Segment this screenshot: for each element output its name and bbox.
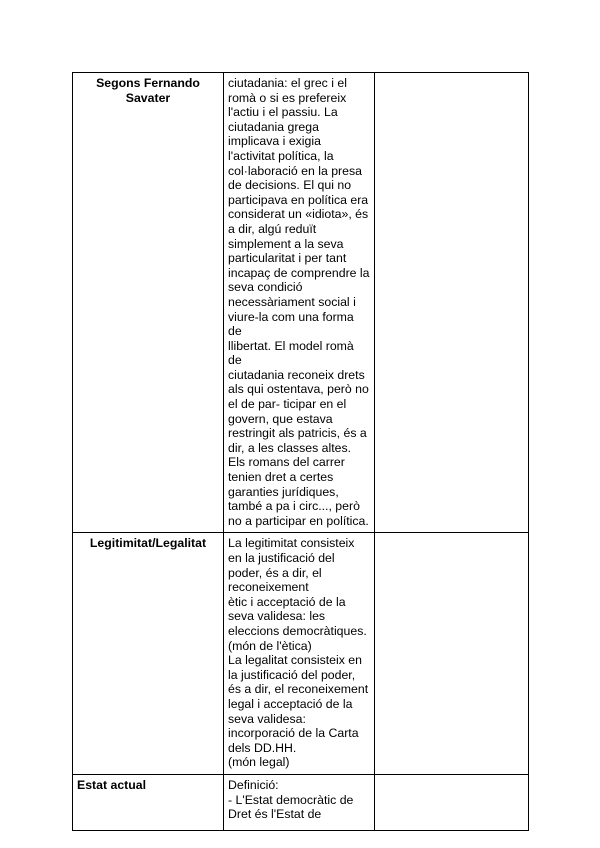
row-label-legitimitat: Legitimitat/Legalitat xyxy=(73,533,224,775)
row-text-legitimitat: La legitimitat consisteix en la justificació del poder, és a dir, el reconeixement ètic i acceptació de la seva validesa: les eleccions democràtiques. (món de l'ètica) La legalitat consisteix en la justificació del poder, és a dir, el reconeixement legal i acceptació de la seva validesa: incorporació de la Carta dels DD.HH. (món legal) xyxy=(224,533,375,775)
row-extra-savater xyxy=(375,73,529,533)
table-row xyxy=(73,73,529,533)
row-extra-estat-actual xyxy=(375,774,529,830)
row-label-estat-actual: Estat actual xyxy=(73,774,224,830)
table-row xyxy=(73,533,529,775)
row-text-savater: ciutadania: el grec i el romà o si es prefereix l'actiu i el passiu. La ciutadania grega implicava i exigia l'activitat política, la col·laboració en la presa de decisions. El qui no participava en política era considerat un «idiota», és a dir, algú reduït simplement a la seva particularitat i per tant incapaç de comprendre la seva condició necessàriament social i viure-la com una forma de llibertat. El model romà de ciutadania reconeix drets als qui ostentava, però no el de par- ticipar en el govern, que estava restringit als patricis, és a dir, a les classes altes. Els romans del carrer tenien dret a certes garanties jurídiques, també a pa i circ..., però no a participar en política. xyxy=(224,73,375,533)
table-row xyxy=(73,774,529,830)
row-text-estat-actual: Definició: - L'Estat democràtic de Dret és l'Estat de xyxy=(224,774,375,830)
content-table xyxy=(72,72,529,831)
row-extra-legitimitat xyxy=(375,533,529,775)
row-label-savater: Segons Fernando Savater xyxy=(73,73,224,533)
